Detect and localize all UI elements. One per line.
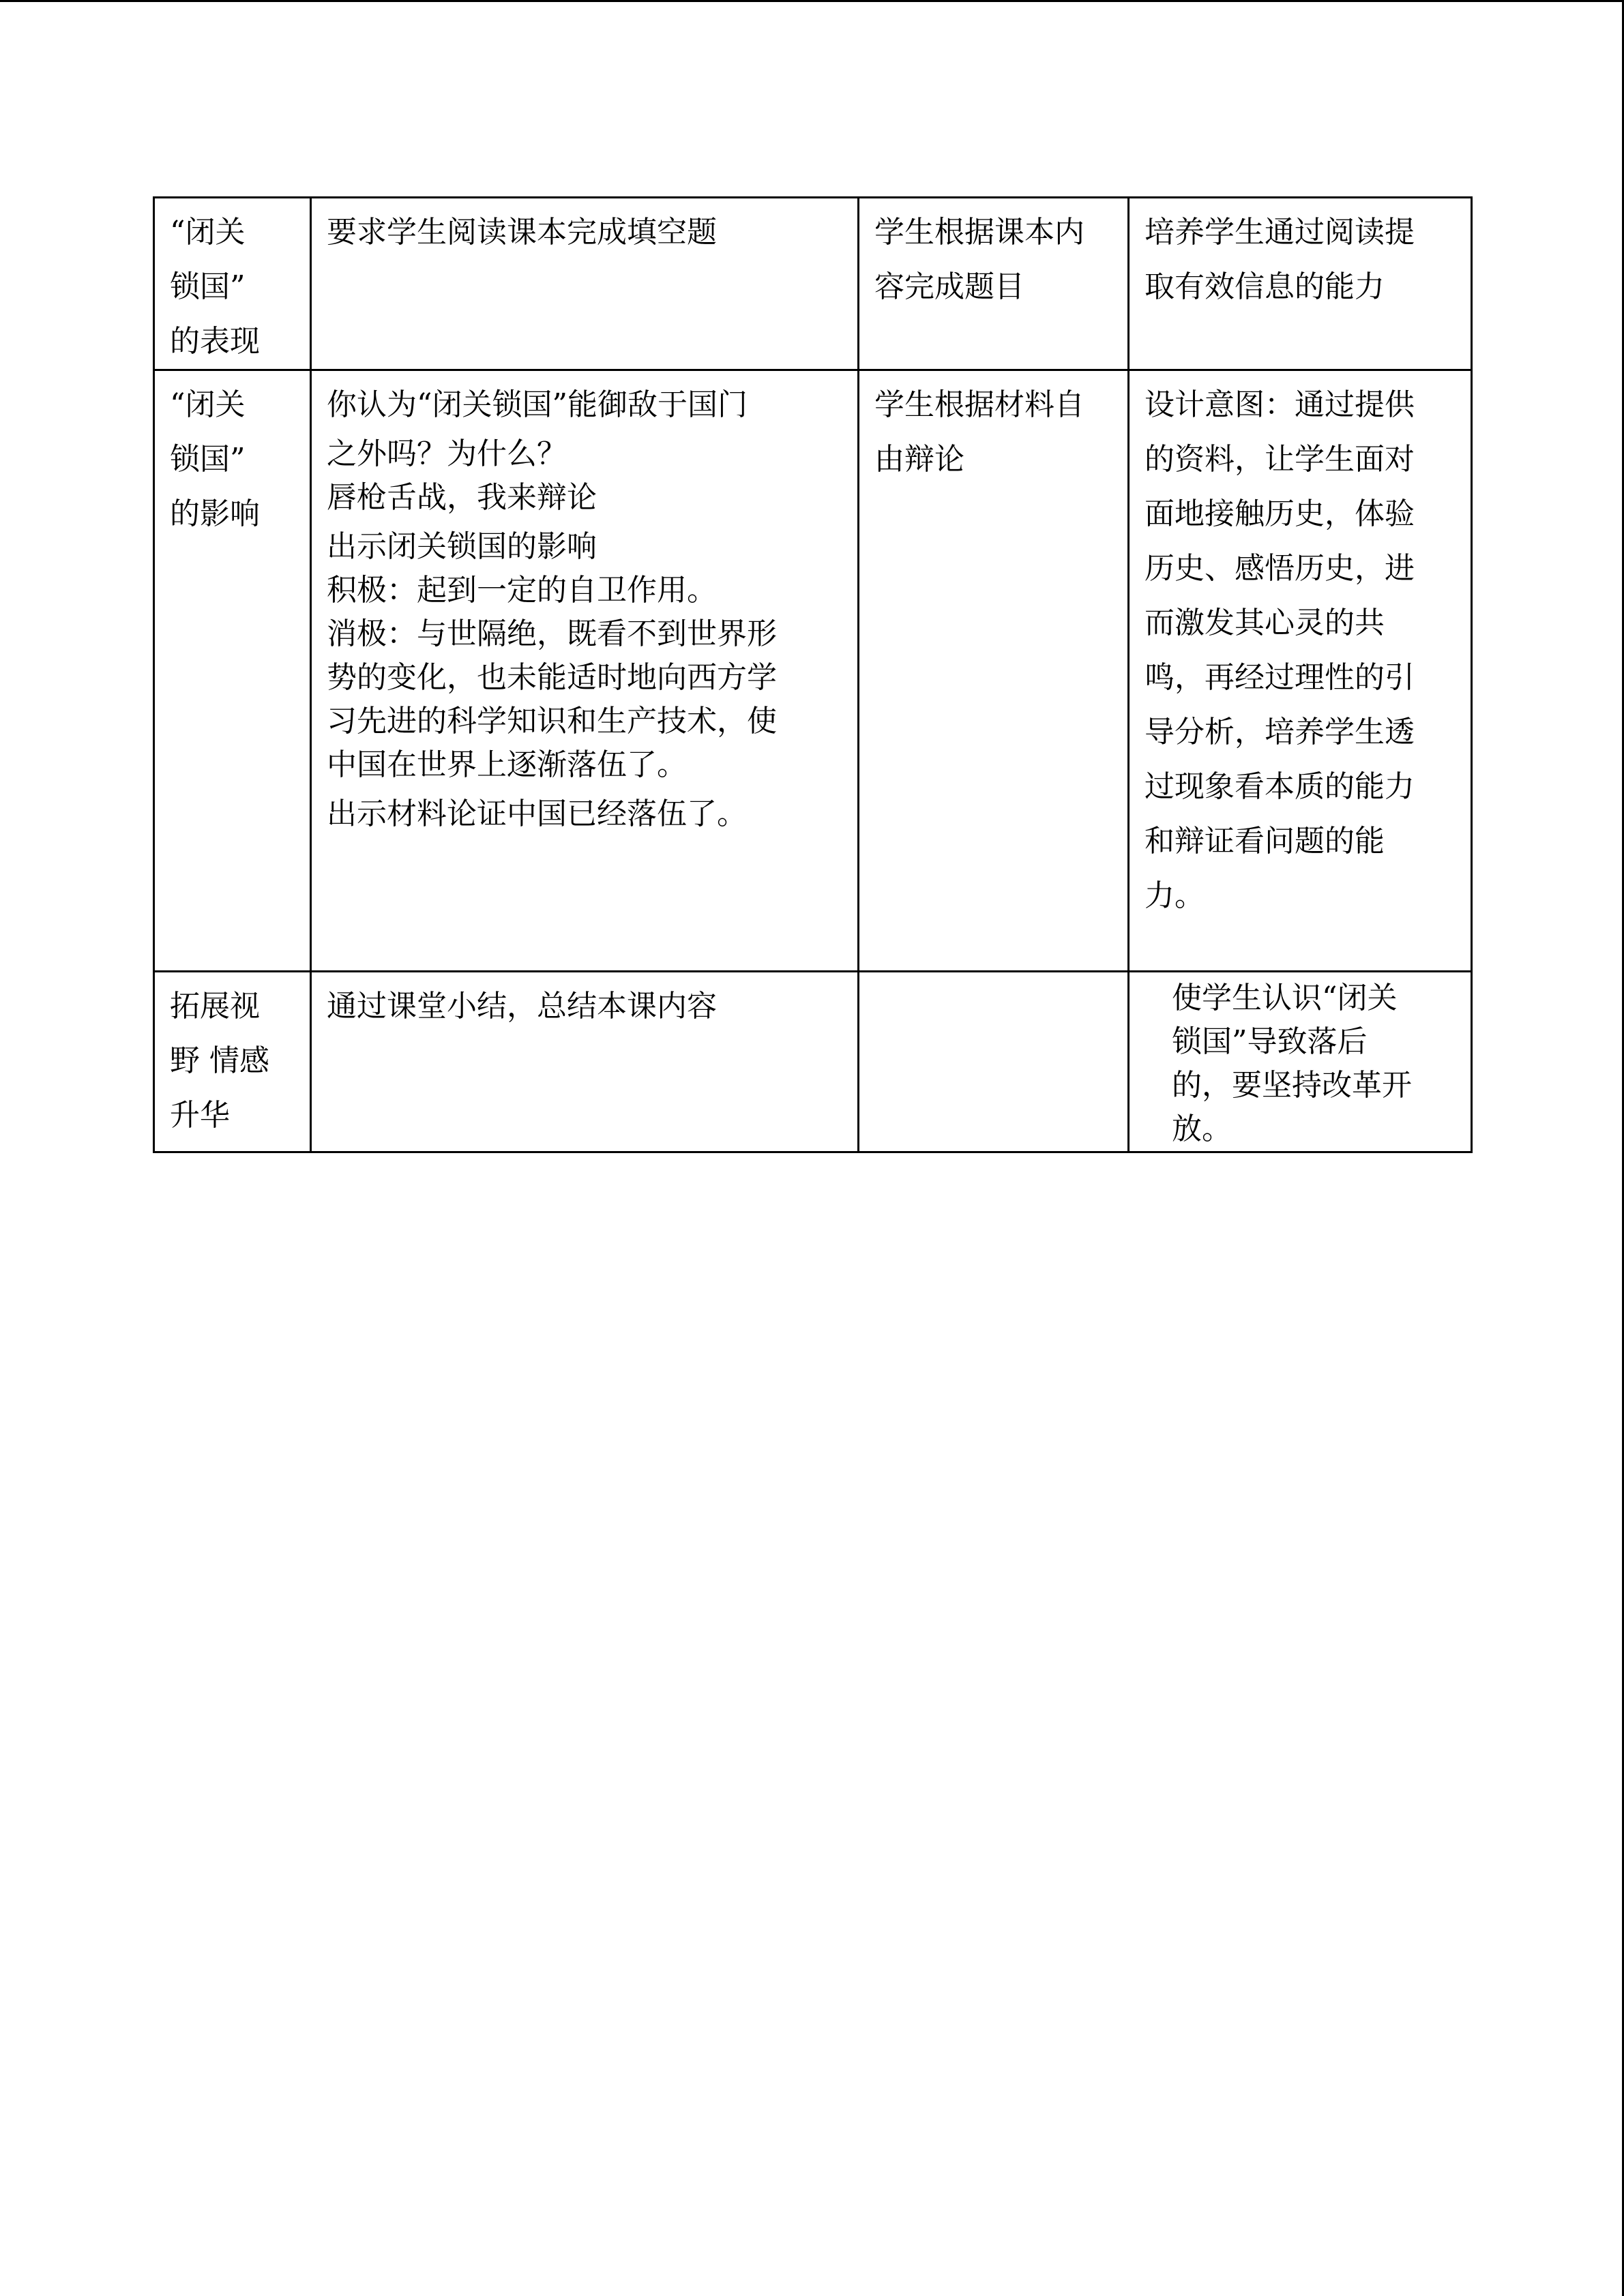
student-activity-line: 学生根据课本内 [874, 215, 1084, 250]
student-activity-cell [859, 972, 1129, 1152]
design-intent-line: 放。 [1172, 1112, 1232, 1146]
impact-line: 消极：与世隔绝，既看不到世界形 [327, 616, 777, 651]
topic-cell [154, 972, 311, 1152]
impact-line: 出示闭关锁国的影响 [327, 529, 597, 564]
student-activity-line: 学生根据材料自 [874, 387, 1084, 422]
page-top-border [0, 0, 1624, 2]
design-intent-cell [1129, 972, 1472, 1152]
lesson-plan-table [153, 196, 1473, 1153]
student-activity-line: 容完成题目 [874, 269, 1024, 304]
impact-block [327, 525, 844, 787]
design-intent-line: 鸣，再经过理性的引 [1145, 660, 1415, 695]
topic-line: 的影响 [170, 496, 260, 531]
teacher-activity-line: 要求学生阅读课本完成填空题 [327, 215, 717, 250]
design-intent-line: 过现象看本质的能力 [1145, 769, 1415, 804]
debate-line: 唇枪舌战，我来辩论 [327, 480, 597, 515]
design-intent-cell [1129, 198, 1472, 370]
topic-line: “闭关 [170, 215, 246, 250]
student-activity-line: 由辩论 [874, 442, 964, 477]
table-row-impact [154, 370, 1472, 972]
topic-line: 锁国” [170, 269, 246, 304]
topic-line: 的表现 [170, 324, 260, 359]
design-intent-line: 历史、感悟历史，进 [1145, 551, 1415, 586]
topic-line: 野 情感 [170, 1043, 269, 1078]
design-intent-line: 设计意图：通过提供 [1145, 387, 1415, 422]
design-intent-line: 培养学生通过阅读提 [1145, 215, 1415, 250]
design-intent-line: 的资料，让学生面对 [1145, 442, 1415, 477]
topic-cell [154, 370, 311, 972]
design-intent-line: 锁国”导致落后 [1172, 1024, 1368, 1059]
impact-line: 中国在世界上逐渐落伍了。 [327, 747, 687, 782]
student-activity-cell [859, 370, 1129, 972]
table-row-performance [154, 198, 1472, 370]
table-row-extension [154, 972, 1472, 1152]
teacher-activity-cell [311, 972, 859, 1152]
teacher-question-line: 你认为“闭关锁国”能御敌于国门 [327, 387, 748, 422]
teacher-activity-cell [311, 198, 859, 370]
topic-line: “闭关 [170, 387, 246, 422]
teacher-activity-line: 通过课堂小结，总结本课内容 [327, 989, 717, 1024]
design-intent-line: 而激发其心灵的共 [1145, 606, 1385, 640]
design-intent-line: 面地接触历史，体验 [1145, 496, 1415, 531]
material-block [327, 792, 844, 836]
teacher-question-line: 之外吗？为什么？ [327, 436, 567, 471]
design-intent-line: 的，要坚持改革开 [1172, 1068, 1412, 1103]
design-intent-line: 使学生认识“闭关 [1172, 981, 1398, 1015]
debate-block [327, 432, 844, 520]
design-intent-line: 力。 [1145, 878, 1205, 913]
design-intent-line: 导分析，培养学生透 [1145, 715, 1415, 749]
material-line: 出示材料论证中国已经落伍了。 [327, 796, 747, 831]
impact-line: 习先进的科学知识和生产技术，使 [327, 704, 777, 739]
impact-line: 势的变化，也未能适时地向西方学 [327, 660, 777, 695]
topic-line: 拓展视 [170, 989, 260, 1024]
teacher-activity-cell [311, 370, 859, 972]
design-intent-line: 取有效信息的能力 [1145, 269, 1385, 304]
topic-line: 锁国” [170, 442, 246, 477]
impact-line: 积极：起到一定的自卫作用。 [327, 573, 717, 608]
topic-line: 升华 [170, 1098, 230, 1133]
design-intent-cell [1129, 370, 1472, 972]
topic-cell [154, 198, 311, 370]
design-intent-line: 和辩证看问题的能 [1145, 824, 1385, 859]
student-activity-cell [859, 198, 1129, 370]
